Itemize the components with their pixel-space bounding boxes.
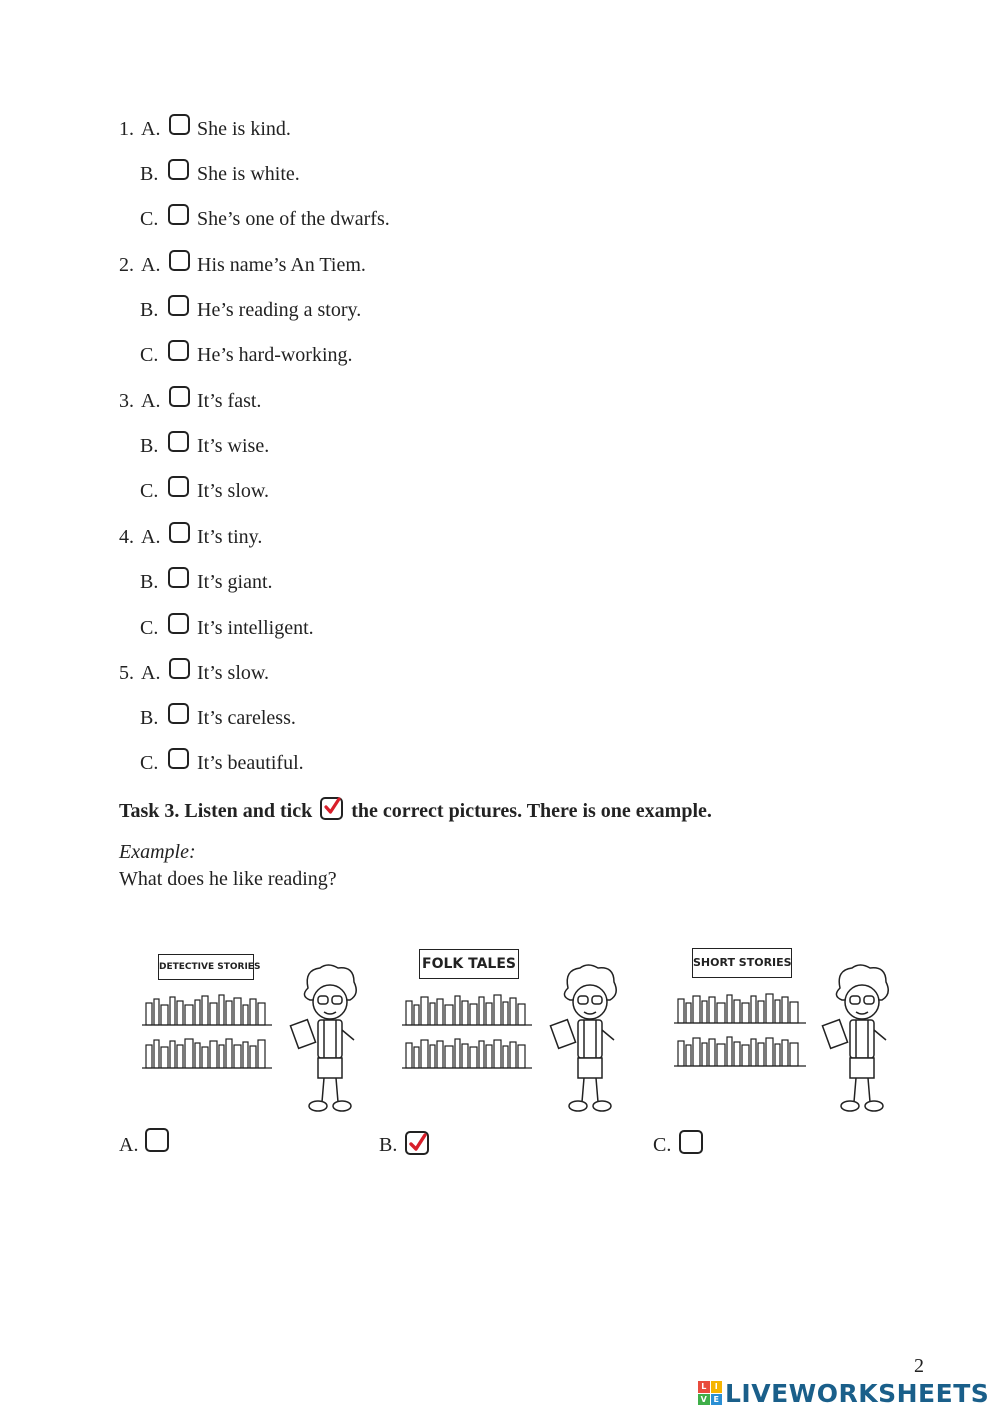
picture-a bbox=[140, 940, 390, 1120]
answer-checkbox[interactable] bbox=[168, 204, 189, 225]
task-title-part-1: Task 3. Listen and tick bbox=[119, 800, 313, 822]
logo-letter: L bbox=[698, 1381, 710, 1393]
option-text: It’s slow. bbox=[197, 480, 270, 502]
option-text: It’s tiny. bbox=[197, 526, 263, 548]
bookshelf-illustration bbox=[400, 985, 540, 1075]
option-letter: A. bbox=[141, 662, 161, 684]
option-letter: B. bbox=[140, 163, 159, 185]
question-number: 3. bbox=[119, 390, 134, 412]
option-letter: C. bbox=[140, 344, 159, 366]
option-text: He’s reading a story. bbox=[197, 299, 362, 321]
option-text: It’s intelligent. bbox=[197, 617, 314, 639]
option-letter: C. bbox=[140, 752, 159, 774]
option-text: It’s slow. bbox=[197, 662, 270, 684]
logo-letter: E bbox=[711, 1394, 723, 1406]
option-letter: C. bbox=[140, 480, 159, 502]
shelf-sign: DETECTIVE STORIES bbox=[158, 954, 254, 980]
logo-letter: V bbox=[698, 1394, 710, 1406]
bookshelf-illustration bbox=[672, 985, 812, 1075]
option-letter: A. bbox=[141, 254, 161, 276]
tick-icon bbox=[406, 1131, 430, 1155]
option-text: It’s wise. bbox=[197, 435, 270, 457]
option-letter: C. bbox=[140, 617, 159, 639]
brand-name: LIVEWORKSHEETS bbox=[725, 1378, 990, 1408]
option-letter: B. bbox=[140, 571, 159, 593]
option-letter: A. bbox=[141, 526, 161, 548]
answer-checkbox[interactable] bbox=[169, 250, 190, 271]
option-letter: A. bbox=[141, 390, 161, 412]
answer-checkbox[interactable] bbox=[169, 114, 190, 135]
answer-letter: B. bbox=[379, 1134, 398, 1156]
example-question: What does he like reading? bbox=[119, 868, 337, 890]
answer-checkbox[interactable] bbox=[169, 522, 190, 543]
option-text: It’s fast. bbox=[197, 390, 262, 412]
question-number: 1. bbox=[119, 118, 134, 140]
boy-reading-illustration bbox=[280, 960, 380, 1120]
option-text: It’s beautiful. bbox=[197, 752, 304, 774]
question-number: 4. bbox=[119, 526, 134, 548]
option-text: His name’s An Tiem. bbox=[197, 254, 366, 276]
tick-example-icon bbox=[320, 797, 343, 820]
answer-letter: A. bbox=[119, 1134, 139, 1156]
picture-b bbox=[400, 940, 650, 1120]
liveworksheets-icon bbox=[698, 1381, 722, 1405]
option-text: She is kind. bbox=[197, 118, 291, 140]
answer-checkbox[interactable] bbox=[168, 703, 189, 724]
option-text: It’s giant. bbox=[197, 571, 273, 593]
shelf-sign: SHORT STORIES bbox=[692, 948, 792, 978]
option-letter: B. bbox=[140, 435, 159, 457]
task-title-part-2: the correct pictures. There is one example. bbox=[351, 800, 712, 822]
answer-checkbox[interactable] bbox=[679, 1130, 703, 1154]
answer-checkbox[interactable] bbox=[168, 748, 189, 769]
option-letter: A. bbox=[141, 118, 161, 140]
option-text: He’s hard-working. bbox=[197, 344, 353, 366]
question-number: 5. bbox=[119, 662, 134, 684]
answer-checkbox[interactable] bbox=[169, 658, 190, 679]
answer-letter: C. bbox=[653, 1134, 672, 1156]
answer-checkbox[interactable] bbox=[168, 159, 189, 180]
task-3-title bbox=[119, 796, 712, 826]
option-letter: B. bbox=[140, 299, 159, 321]
answer-checkbox[interactable] bbox=[168, 295, 189, 316]
answer-checkbox[interactable] bbox=[168, 340, 189, 361]
answer-checkbox[interactable] bbox=[169, 386, 190, 407]
answer-checkbox[interactable] bbox=[168, 613, 189, 634]
picture-c bbox=[672, 940, 922, 1120]
page-number: 2 bbox=[914, 1355, 924, 1377]
boy-reading-illustration bbox=[540, 960, 640, 1120]
logo-letter: I bbox=[711, 1381, 723, 1393]
answer-checkbox[interactable] bbox=[168, 431, 189, 452]
bookshelf-illustration bbox=[140, 985, 280, 1075]
option-letter: C. bbox=[140, 208, 159, 230]
option-text: It’s careless. bbox=[197, 707, 296, 729]
answer-checkbox[interactable] bbox=[145, 1128, 169, 1152]
answer-checkbox[interactable] bbox=[168, 567, 189, 588]
liveworksheets-logo[interactable] bbox=[698, 1378, 989, 1408]
boy-reading-illustration bbox=[812, 960, 912, 1120]
question-number: 2. bbox=[119, 254, 134, 276]
answer-checkbox[interactable] bbox=[168, 476, 189, 497]
option-text: She’s one of the dwarfs. bbox=[197, 208, 390, 230]
option-letter: B. bbox=[140, 707, 159, 729]
example-label: Example: bbox=[119, 841, 196, 863]
option-text: She is white. bbox=[197, 163, 300, 185]
answer-checkbox-checked[interactable] bbox=[405, 1131, 429, 1155]
shelf-sign: FOLK TALES bbox=[419, 949, 519, 979]
